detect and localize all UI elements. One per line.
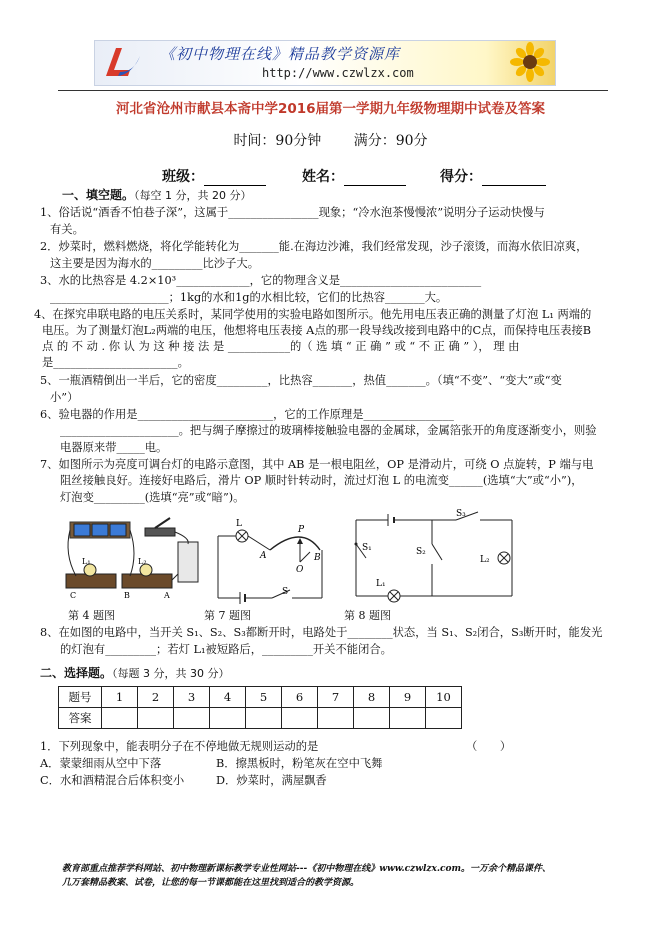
fig8-label-L1: L₁: [376, 579, 386, 589]
fig7-label-L: L: [236, 519, 242, 529]
fig7-label-O: O: [296, 565, 304, 575]
figure-8-caption: 第 8 题图: [344, 609, 391, 622]
answer-table-number: 6: [282, 687, 318, 708]
answer-table-row2-label: 答案: [59, 708, 102, 729]
fig4-label-A: A: [164, 591, 170, 600]
q7-line-1: 7、如图所示为亮度可调台灯的电路示意图，其中 AB 是一根电阻丝，OP 是滑动片，可绕 O 点旋转，P 端与电: [40, 458, 594, 471]
fig7-label-B: B: [314, 553, 321, 563]
sunflower-image: [510, 42, 550, 82]
q8-line-2: 的灯泡有_________；若灯 L₁被短路后，_________开关不能闭合。: [60, 643, 392, 656]
fig7-label-S: S: [282, 587, 289, 597]
q2-line-1: 2．炒菜时，燃料燃烧，将化学能转化为_______能.在海边沙滩，我们经常发现，沙子滚烫，而海水依旧凉爽，: [40, 240, 588, 253]
choice-1-option-d: D．炒菜时，满屋飘香: [216, 774, 327, 787]
fig8-label-L2: L₂: [480, 555, 490, 565]
answer-table-header-row: [59, 687, 462, 708]
choice-1-option-c: C．水和酒精混合后体积变小: [40, 774, 185, 787]
footer-line-2: 几万套精品教案、试卷，让您的每一节课都能在这里找到适合的教学资源。: [62, 878, 360, 888]
name-field: 姓名：: [302, 166, 406, 186]
q4-line-2: 电压。为了测量灯泡L₂两端的电压，他想将电压表接 A点的那一段导线改接到电路中的C点，而保持电压表接B: [42, 324, 592, 337]
figure-4-caption: 第 4 题图: [68, 609, 115, 622]
answer-cell[interactable]: [282, 708, 318, 729]
choice-1-option-a: A．蒙蒙细雨从空中下落: [40, 757, 162, 770]
time-label: 时间：90分钟: [233, 133, 322, 149]
q5-line-1: 5、一瓶酒精倒出一半后，它的密度_________，比热容_______，热值_______。（填“不变”、“变大”或“变: [40, 374, 562, 387]
class-field: 班级：: [162, 166, 266, 186]
q5-line-2: 小”）: [50, 391, 79, 404]
footer-line-1: 教育部重点推荐学科网站、初中物理新课标教学专业性网站---《初中物理在线》www.czwlzx.com。一万余个精品课件、: [62, 864, 552, 874]
name-blank[interactable]: [344, 171, 406, 186]
fig4-label-L1: L₁: [82, 557, 91, 566]
q6-line-1: 6、验电器的作用是________________________，它的工作原理是________________: [40, 408, 454, 421]
answer-cell[interactable]: [102, 708, 138, 729]
answer-table-number: 7: [318, 687, 354, 708]
answer-table-row1-label: 题号: [59, 687, 102, 708]
document-title: 河北省沧州市献县本斋中学2016届第一学期九年级物理期中试卷及答案: [115, 101, 546, 117]
site-logo-icon: [100, 44, 144, 80]
q2-line-2: 这主要是因为海水的_________比沙子大。: [50, 257, 259, 270]
banner-title: 《初中物理在线》精品教学资源库: [160, 45, 401, 63]
page-footer: [62, 862, 602, 890]
choice-1-option-b: B．擦黑板时，粉笔灰在空中飞舞: [216, 757, 383, 770]
q6-line-3: 电器原来带_____电。: [60, 441, 168, 454]
choice-1-stem: 1．下列现象中，能表明分子在不停地做无规则运动的是: [40, 740, 319, 753]
fig4-label-B: B: [124, 591, 130, 600]
answer-cell[interactable]: [426, 708, 462, 729]
q8-line-1: 8、在如图的电路中，当开关 S₁、S₂、S₃都断开时，电路处于________状态，当 S₁、S₂闭合，S₃断开时，能发光: [40, 626, 603, 639]
section-fill-in-heading: 一、填空题。（每空 1 分，共 20 分）: [62, 188, 252, 202]
q4-line-3: 点 的 不 动 . 你 认 为 这 种 接 法 是 ___________的（ 选 填 “ 正 确 ” 或 “ 不 正 确 ” ）， 理 由: [42, 340, 520, 353]
answer-cell[interactable]: [246, 708, 282, 729]
fig8-label-S1: S₁: [362, 543, 372, 553]
fig8-label-S3: S₃: [456, 509, 466, 519]
q3-line-1: 3、水的比热容是 4.2×10³_____________，它的物理含义是_________________________: [40, 274, 482, 287]
answer-table-number: 9: [390, 687, 426, 708]
q4-line-1: 4、在探究串联电路的电压关系时，某同学使用的实验电路如图所示。他先用电压表正确的测量了灯泡 L₁ 两端的: [34, 308, 592, 321]
q7-line-3: 灯泡变_________(选填“亮”或“暗”)。: [60, 491, 245, 504]
answer-table-number: 4: [210, 687, 246, 708]
fig7-label-P: P: [298, 525, 305, 535]
fig8-label-S2: S₂: [416, 547, 426, 557]
section-choice-heading: 二、选择题。（每题 3 分，共 30 分）: [40, 666, 230, 680]
score-total-label: 满分：90分: [353, 133, 428, 149]
answer-cell[interactable]: [354, 708, 390, 729]
answer-table-answer-row: [59, 708, 462, 729]
choice-1-answer-paren: （ ）: [466, 740, 512, 753]
q4-line-4: 是______________________。: [42, 356, 189, 369]
answer-cell[interactable]: [174, 708, 210, 729]
fig4-label-C: C: [70, 591, 77, 600]
q6-line-2: _____________________。把与绸子摩擦过的玻璃棒接触验电器的金属球，金属箔张开的角度逐渐变小，则验: [60, 424, 597, 437]
score-field: 得分：: [440, 166, 546, 186]
answer-table-number: 10: [426, 687, 462, 708]
answer-cell[interactable]: [390, 708, 426, 729]
figure-8-circuit: [352, 508, 520, 606]
fig4-label-L2: L₂: [138, 557, 147, 566]
score-blank[interactable]: [482, 171, 546, 186]
class-blank[interactable]: [204, 171, 266, 186]
figure-7-caption: 第 7 题图: [204, 609, 251, 622]
answer-table-number: 3: [174, 687, 210, 708]
q3-line-2: _____________________；1kg的水和1g的水相比较，它们的比热容_______大。: [50, 291, 448, 304]
q1-line-1: 1、俗话说“酒香不怕巷子深”，这属于________________现象；“冷水泡茶慢慢浓”说明分子运动快慢与: [40, 206, 545, 219]
figure-7-circuit: [210, 514, 330, 606]
exam-meta: [0, 130, 661, 150]
fig7-label-A: A: [260, 551, 267, 561]
answer-table-number: 5: [246, 687, 282, 708]
answer-cell[interactable]: [318, 708, 354, 729]
answer-table-number: 1: [102, 687, 138, 708]
q7-line-2: 阻丝接触良好。连接好电路后，滑片 OP 顺时针转动时，流过灯泡 L 的电流变______(选填“大”或“小”)，: [60, 474, 583, 487]
answer-cell[interactable]: [138, 708, 174, 729]
answer-table-number: 2: [138, 687, 174, 708]
q1-line-2: 有关。: [50, 223, 84, 236]
answer-cell[interactable]: [210, 708, 246, 729]
figure-4-circuit: [60, 514, 200, 604]
banner-url[interactable]: http://www.czwlzx.com: [262, 66, 414, 80]
answer-table: [58, 686, 462, 729]
answer-table-number: 8: [354, 687, 390, 708]
header-divider: [58, 90, 608, 91]
